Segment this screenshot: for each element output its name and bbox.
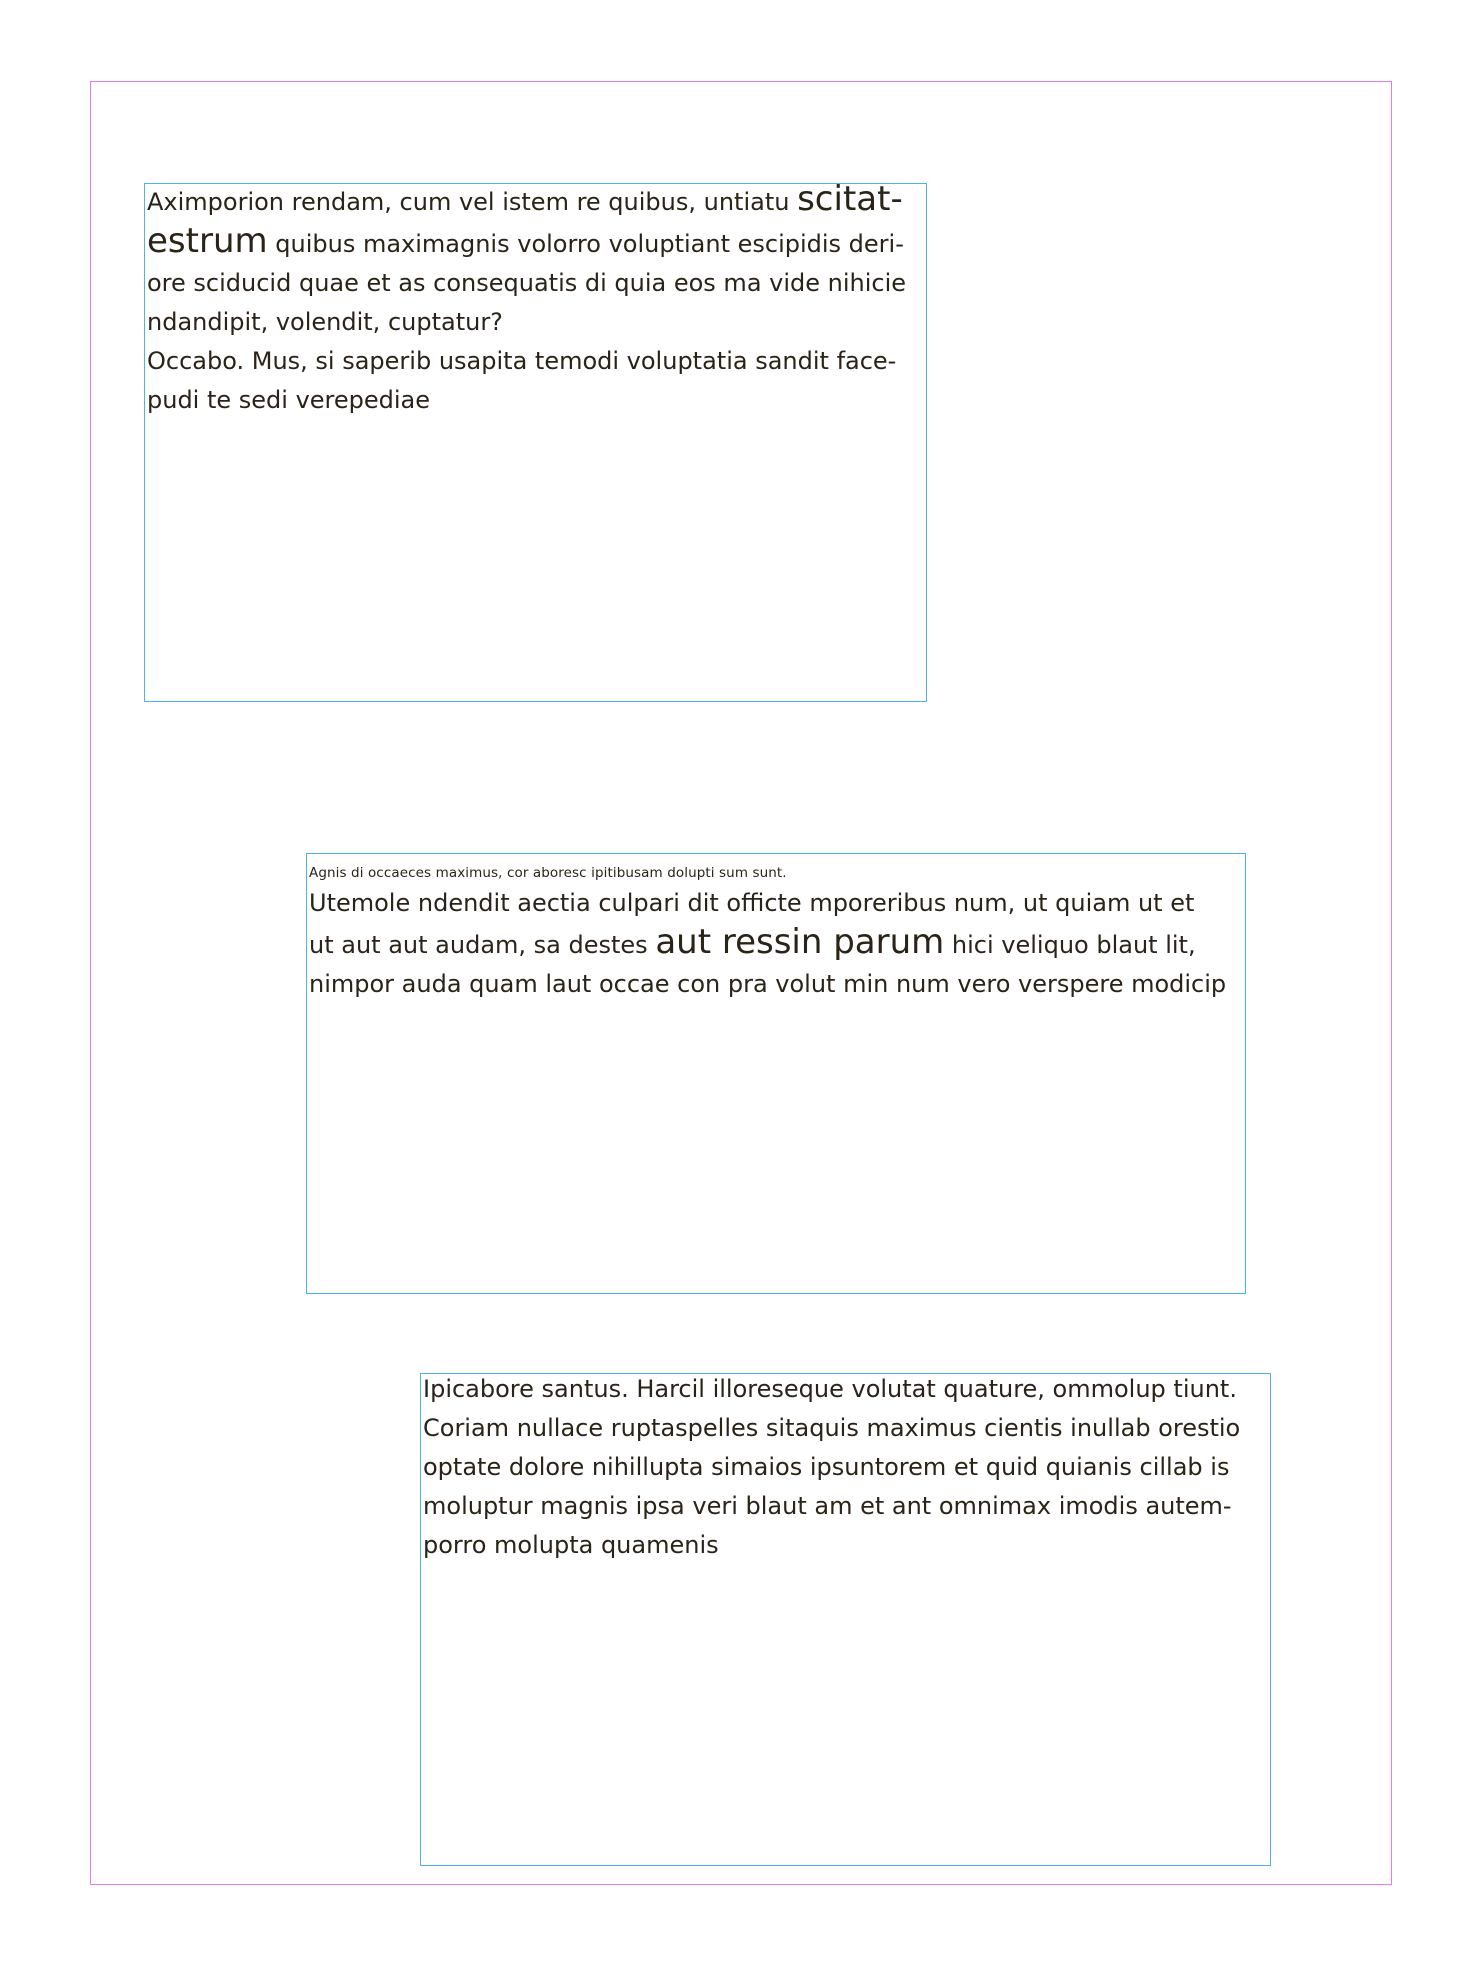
text-frame-2[interactable] xyxy=(306,853,1246,1294)
frame1-text: ndandipit, volendit, cuptatur? xyxy=(147,308,503,336)
frame2-emphasis: aut ressin parum xyxy=(655,922,945,962)
frame3-text: Coriam nullace ruptaspelles sitaquis maximus cientis inullab orestio xyxy=(423,1414,1241,1442)
frame3-paragraph xyxy=(423,1373,1270,1565)
frame1-text: Occabo. Mus, si saperib usapita temodi voluptatia sandit face- xyxy=(147,347,897,375)
frame1-paragraph-2 xyxy=(147,342,926,420)
frame2-text: nimpor auda quam laut occae con pra volut min num vero verspere modicip xyxy=(309,970,1227,998)
frame3-text: porro molupta quamenis xyxy=(423,1531,719,1559)
frame3-text: Ipicabore santus. Harcil illoreseque volutat quature, ommolup tiunt. xyxy=(423,1375,1237,1403)
frame2-text: Utemole ndendit aectia culpari dit officte mporeribus num, ut quiam ut et xyxy=(309,889,1195,917)
frame2-small-text: Agnis di occaeces maximus, cor aboresc ipitibusam dolupti sum sunt. xyxy=(309,865,787,881)
frame1-text: Aximporion rendam, cum vel istem re quibus, untiatu xyxy=(147,188,798,216)
frame1-emphasis-cont: estrum xyxy=(147,221,268,261)
frame1-paragraph-1 xyxy=(147,183,926,342)
frame1-emphasis: scitat- xyxy=(797,183,903,219)
frame1-text: pudi te sedi verepediae xyxy=(147,386,431,414)
frame1-text: ore sciducid quae et as consequatis di quia eos ma vide nihicie xyxy=(147,269,907,297)
text-frame-1[interactable] xyxy=(144,183,927,702)
frame3-text: optate dolore nihillupta simaios ipsuntorem et quid quianis cillab is xyxy=(423,1453,1230,1481)
frame2-paragraph xyxy=(309,884,1245,1004)
text-frame-3[interactable] xyxy=(420,1373,1271,1866)
frame3-text: moluptur magnis ipsa veri blaut am et ant omnimax imodis autem- xyxy=(423,1492,1232,1520)
frame1-text: quibus maximagnis volorro voluptiant escipidis deri- xyxy=(267,230,904,258)
frame2-text: ut aut aut audam, sa destes xyxy=(309,931,656,959)
frame2-text: hici veliquo blaut lit, xyxy=(944,931,1196,959)
